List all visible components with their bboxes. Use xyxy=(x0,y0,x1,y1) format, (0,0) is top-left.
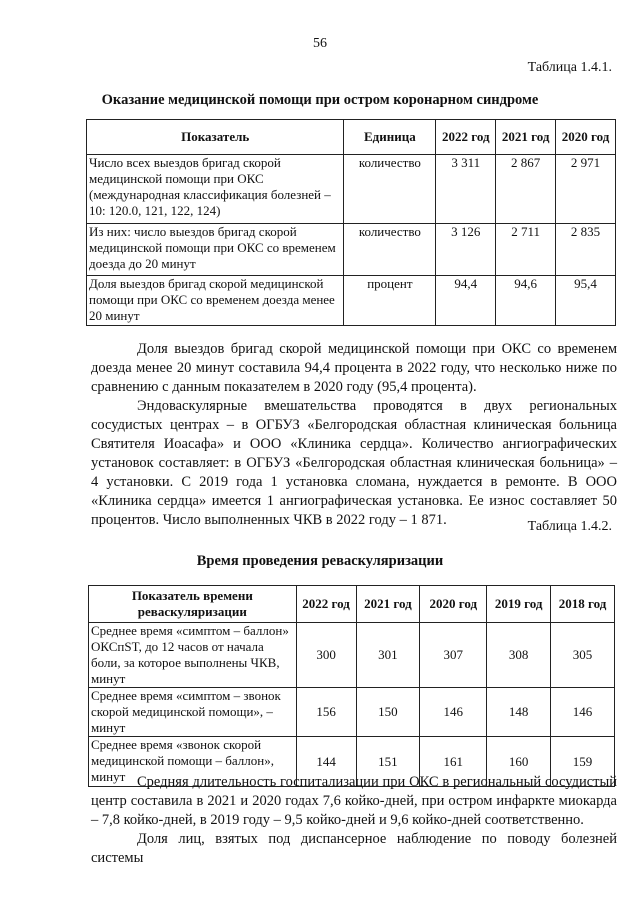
value-2021: 150 xyxy=(356,688,420,737)
table-row xyxy=(89,688,615,737)
value-2022: 300 xyxy=(296,623,356,688)
table-header-row xyxy=(87,120,616,155)
value-2019: 160 xyxy=(487,737,551,787)
value-2021: 94,6 xyxy=(496,276,556,326)
row-indicator: Среднее время «симптом – баллон» ОКСпST, до 12 часов от начала боли, за которое выполнены ЧКВ, минут xyxy=(89,623,297,688)
row-unit: процент xyxy=(344,276,436,326)
value-2020: 146 xyxy=(420,688,487,737)
table-1-title: Оказание медицинской помощи при остром коронарном синдроме xyxy=(101,92,539,108)
paragraph xyxy=(91,340,617,397)
row-indicator: Из них: число выездов бригад скорой медицинской помощи при ОКС со временем доезда до 20 минут xyxy=(87,224,344,276)
table-row xyxy=(89,623,615,688)
row-indicator: Число всех выездов бригад скорой медицинской помощи при ОКС (международная классификация болезней –10: 120.0, 121, 122, 124) xyxy=(87,155,344,224)
header-2022: 2022 год xyxy=(436,120,496,155)
row-unit: количество xyxy=(344,155,436,224)
table-row xyxy=(87,155,616,224)
value-2018: 159 xyxy=(551,737,615,787)
page-number: 56 xyxy=(313,36,327,51)
value-2021: 2 867 xyxy=(496,155,556,224)
value-2019: 148 xyxy=(487,688,551,737)
paragraph-text: Средняя длительность госпитализации при ОКС в региональный сосудистый центр составила в 2021 и 2020 годах 7,6 койко-дней, при остром инфаркте миокарда – 7,8 койко-дней, в 2019 году – 9,5 койко-дней и 9,6 койко-дней соответственно. xyxy=(91,774,617,828)
text-block-2 xyxy=(91,773,617,868)
value-2020: 2 835 xyxy=(556,224,616,276)
row-indicator: Среднее время «симптом – звонок скорой медицинской помощи», – минут xyxy=(89,688,297,737)
revascularization-time-table xyxy=(88,585,615,787)
value-2022: 94,4 xyxy=(436,276,496,326)
header-indicator: Показатель времени реваскуляризации xyxy=(89,586,297,623)
value-2018: 305 xyxy=(551,623,615,688)
value-2022: 3 311 xyxy=(436,155,496,224)
acs-care-table xyxy=(86,119,616,326)
value-2018: 146 xyxy=(551,688,615,737)
header-indicator: Показатель xyxy=(87,120,344,155)
value-2021: 301 xyxy=(356,623,420,688)
header-2019: 2019 год xyxy=(487,586,551,623)
row-unit: количество xyxy=(344,224,436,276)
value-2020: 2 971 xyxy=(556,155,616,224)
paragraph-text: Эндоваскулярные вмешательства проводятся в двух региональных сосудистых центрах – в ОГБУЗ «Белгородская областная клиническая больница Святителя Иоасафа» и ООО «Клиника сердца». Количество ангиографических установок составляет: в ОГБУЗ «Белгородская областная клиническая больница» – 4 установки. С 2019 года 1 установка сломана, нуждается в ремонте. В ООО «Клиника сердца» имеется 1 ангиографическая установка. Ее износ составляет 50 процентов. Число выполненных ЧКВ в 2022 году – 1 871. xyxy=(91,398,617,528)
value-2020: 307 xyxy=(420,623,487,688)
row-indicator: Среднее время «звонок скорой медицинской помощи – баллон», минут xyxy=(89,737,297,787)
paragraph xyxy=(91,773,617,830)
header-2021: 2021 год xyxy=(356,586,420,623)
table-1-label: Таблица 1.4.1. xyxy=(527,60,612,75)
paragraph-text: Доля выездов бригад скорой медицинской помощи при ОКС со временем доезда менее 20 минут составила 94,4 процента в 2022 году, что несколько ниже по сравнению с данным показателем в 2020 году (95,4 процента). xyxy=(91,341,617,395)
paragraph xyxy=(91,397,617,530)
value-2020: 161 xyxy=(420,737,487,787)
value-2021: 151 xyxy=(356,737,420,787)
paragraph-text: Доля лиц, взятых под диспансерное наблюдение по поводу болезней системы xyxy=(91,831,617,866)
value-2022: 3 126 xyxy=(436,224,496,276)
text-block-1 xyxy=(91,340,617,530)
table-row xyxy=(87,276,616,326)
header-unit: Единица xyxy=(344,120,436,155)
value-2022: 144 xyxy=(296,737,356,787)
paragraph xyxy=(91,830,617,868)
table-header-row xyxy=(89,586,615,623)
header-2020: 2020 год xyxy=(556,120,616,155)
value-2022: 156 xyxy=(296,688,356,737)
header-2020: 2020 год xyxy=(420,586,487,623)
table-2-title: Время проведения реваскуляризации xyxy=(196,553,444,569)
table-row xyxy=(87,224,616,276)
table-2-label: Таблица 1.4.2. xyxy=(527,519,612,534)
value-2019: 308 xyxy=(487,623,551,688)
value-2021: 2 711 xyxy=(496,224,556,276)
header-2022: 2022 год xyxy=(296,586,356,623)
header-2021: 2021 год xyxy=(496,120,556,155)
value-2020: 95,4 xyxy=(556,276,616,326)
row-indicator: Доля выездов бригад скорой медицинской помощи при ОКС со временем доезда менее 20 минут xyxy=(87,276,344,326)
header-2018: 2018 год xyxy=(551,586,615,623)
